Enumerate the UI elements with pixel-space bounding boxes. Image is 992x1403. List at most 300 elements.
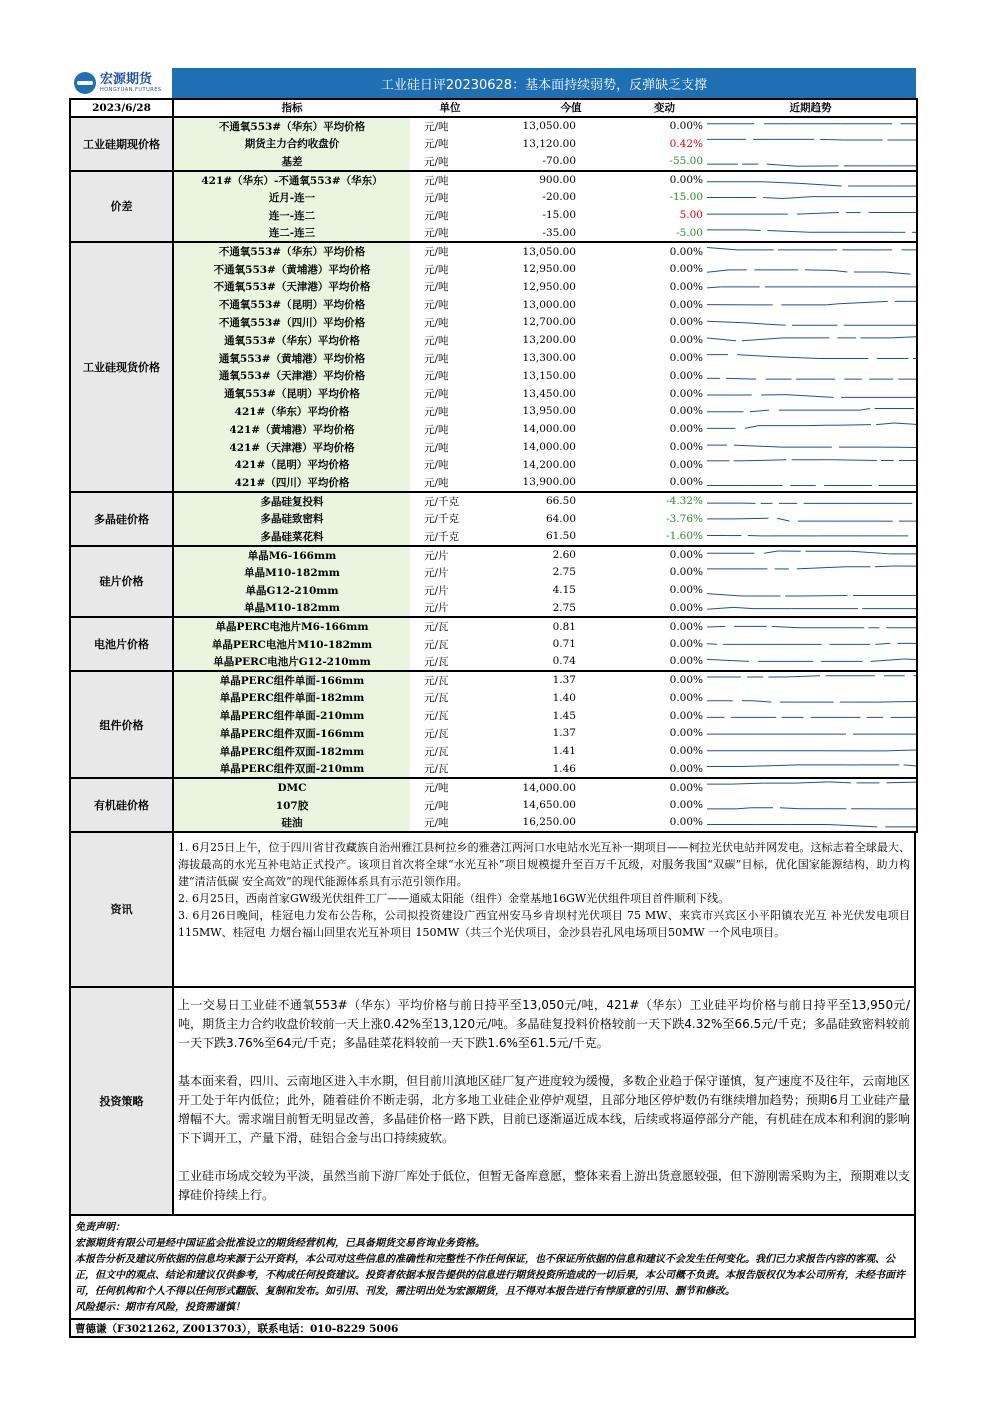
indicator-name: 单晶G12-210mm bbox=[173, 581, 410, 599]
trend-cell bbox=[705, 581, 917, 599]
indicator-name: 单晶PERC组件单面-166mm bbox=[173, 671, 410, 689]
table-row bbox=[70, 117, 917, 135]
change-cell: 0.00% bbox=[669, 727, 703, 740]
col-header-trend: 近期趋势 bbox=[705, 99, 917, 117]
table-row bbox=[70, 492, 917, 510]
report-page bbox=[69, 68, 916, 1338]
risk-warning: 风险提示：期市有风险，投资需谨慎！ bbox=[75, 1301, 245, 1313]
table-row bbox=[70, 689, 917, 707]
trend-cell bbox=[705, 474, 917, 492]
value-cell: 13,900.00 bbox=[490, 474, 624, 492]
value-cell: 1.37 bbox=[552, 674, 576, 687]
trend-cell bbox=[705, 314, 917, 332]
table-row bbox=[70, 189, 917, 207]
trend-sparkline bbox=[705, 243, 917, 260]
value-cell: 1.45 bbox=[552, 709, 576, 722]
trend-cell bbox=[705, 635, 917, 653]
trend-cell bbox=[705, 420, 917, 438]
unit-cell: 元/吨 bbox=[424, 120, 449, 133]
value-cell: 16,250.00 bbox=[490, 814, 624, 832]
trend-sparkline bbox=[705, 261, 917, 278]
col-header-unit: 单位 bbox=[410, 99, 490, 117]
trend-segment bbox=[784, 676, 819, 677]
trend-segment bbox=[744, 460, 786, 461]
indicator-name: 421#（华东）平均价格 bbox=[173, 403, 410, 421]
trend-segment bbox=[750, 410, 769, 412]
table-row bbox=[70, 153, 917, 171]
trend-segment bbox=[762, 181, 800, 183]
indicator-name: 通氧553#（黄埔港）平均价格 bbox=[173, 349, 410, 367]
change-cell: 0.00% bbox=[669, 638, 703, 651]
trend-cell bbox=[705, 278, 917, 296]
trend-sparkline bbox=[705, 135, 917, 152]
trend-sparkline bbox=[705, 653, 917, 670]
indicator-name: 421#（黄埔港）平均价格 bbox=[173, 420, 410, 438]
section-label: 工业硅现货价格 bbox=[70, 242, 173, 492]
trend-sparkline bbox=[705, 474, 917, 491]
trend-segment bbox=[860, 409, 870, 411]
change-cell bbox=[624, 581, 705, 599]
unit-cell bbox=[410, 599, 490, 617]
table-header-row bbox=[70, 99, 917, 117]
trend-sparkline bbox=[705, 456, 917, 473]
value-cell: 0.71 bbox=[552, 638, 576, 651]
trend-sparkline bbox=[705, 172, 917, 189]
indicator-name: 单晶PERC组件双面-182mm bbox=[173, 742, 410, 760]
unit-cell: 元/吨 bbox=[424, 388, 449, 401]
trend-segment bbox=[894, 423, 917, 425]
table-row bbox=[70, 760, 917, 778]
unit-cell: 元/吨 bbox=[424, 405, 449, 418]
trend-sparkline bbox=[705, 385, 917, 402]
value-cell: 12,950.00 bbox=[522, 280, 576, 293]
value-cell: 2.60 bbox=[552, 549, 576, 562]
change-cell: -4.32% bbox=[666, 495, 703, 508]
news-item: 2. 6月25日，西南首家GW级光伏组件工厂——通威太阳能（组件）金堂基地16GW光伏组件项目首件顺利下线。 bbox=[178, 891, 730, 905]
indicator-name: 单晶M10-182mm bbox=[173, 564, 410, 582]
value-cell: 14,000.00 bbox=[522, 423, 576, 436]
unit-cell: 元/吨 bbox=[424, 459, 449, 472]
value-cell: 4.15 bbox=[552, 584, 576, 597]
trend-sparkline bbox=[705, 189, 917, 206]
table-row bbox=[70, 260, 917, 278]
disclaimer-title: 免责声明： bbox=[75, 1221, 125, 1233]
indicator-name: 单晶PERC电池片M6-166mm bbox=[173, 617, 410, 635]
trend-segment bbox=[795, 782, 829, 783]
indicator-name: 421#（华东）-不通氧553#（华东） bbox=[173, 171, 410, 189]
trend-cell bbox=[705, 367, 917, 385]
strategy-label: 投资策略 bbox=[71, 988, 174, 1214]
disclaimer-line: 本报告分析及建议所依据的信息均来源于公开资料，本公司对这些信息的准确性和完整性不作任何保证，也不保证所依据的信息和建议不会发生任何变化。我们已力求报告内容的客观、公正，但文中的观点、结论和建议仅供参考，不构成任何投资建议。投资者依据本报告提供的信息进行期货投资所造成的一切后果，本公司概不负责。本报告版权仅为本公司所有，未经书面许可，任何机构和个人不得以任何形式翻版、复制和发布。如引用、刊发，需注明出处为宏源期货，且不得对本报告进行有悖原意的引用、删节和修改。 bbox=[75, 1253, 905, 1297]
unit-cell: 元/吨 bbox=[410, 153, 490, 171]
unit-cell: 元/吨 bbox=[424, 441, 449, 454]
trend-segment bbox=[745, 425, 758, 428]
trend-cell bbox=[705, 796, 917, 814]
trend-sparkline bbox=[705, 636, 917, 653]
trend-segment bbox=[875, 566, 893, 567]
table-row bbox=[70, 385, 917, 403]
change-cell: 0.00% bbox=[669, 674, 703, 687]
table-row bbox=[70, 528, 917, 546]
change-cell: 0.00% bbox=[669, 352, 703, 365]
change-cell bbox=[624, 599, 705, 617]
change-cell: 0.00% bbox=[669, 120, 703, 133]
trend-sparkline bbox=[705, 743, 917, 760]
change-cell: -15.00 bbox=[669, 191, 703, 204]
change-cell: 0.00% bbox=[669, 691, 703, 704]
value-cell: 1.46 bbox=[490, 760, 624, 778]
indicator-name bbox=[173, 599, 410, 617]
trend-sparkline bbox=[705, 439, 917, 456]
unit-cell: 元/吨 bbox=[424, 370, 449, 383]
trend-cell bbox=[705, 260, 917, 278]
trend-cell bbox=[705, 189, 917, 207]
trend-cell bbox=[705, 671, 917, 689]
unit-cell: 元/瓦 bbox=[424, 638, 449, 651]
unit-cell: 元/瓦 bbox=[424, 621, 449, 634]
trend-sparkline bbox=[705, 403, 917, 420]
trend-segment bbox=[707, 338, 736, 341]
trend-cell bbox=[705, 492, 917, 510]
indicator-name: 421#（昆明）平均价格 bbox=[173, 456, 410, 474]
change-cell: -5.00 bbox=[624, 224, 705, 242]
indicator-name: 单晶PERC电池片G12-210mm bbox=[173, 653, 410, 671]
indicator-name: 多晶硅菜花料 bbox=[173, 528, 410, 546]
change-cell: 0.00% bbox=[669, 280, 703, 293]
indicator-name: 通氧553#（华东）平均价格 bbox=[173, 331, 410, 349]
trend-segment bbox=[887, 782, 917, 783]
change-cell: -55.00 bbox=[624, 153, 705, 171]
value-cell: 0.74 bbox=[490, 653, 624, 671]
trend-cell bbox=[705, 564, 917, 582]
indicator-name: 不通氧553#（黄埔港）平均价格 bbox=[173, 260, 410, 278]
trend-sparkline bbox=[705, 314, 917, 331]
trend-cell bbox=[705, 599, 917, 617]
table-row bbox=[70, 707, 917, 725]
value-cell: 13,120.00 bbox=[522, 137, 576, 150]
report-date: 2023/6/28 bbox=[70, 99, 173, 117]
change-cell: 0.00% bbox=[669, 745, 703, 758]
table-row bbox=[70, 403, 917, 421]
table-row bbox=[70, 456, 917, 474]
trend-segment bbox=[829, 782, 851, 783]
indicator-name: 通氧553#（天津港）平均价格 bbox=[173, 367, 410, 385]
change-cell: 0.00% bbox=[624, 474, 705, 492]
value-cell: 13,200.00 bbox=[522, 334, 576, 347]
unit-cell: 元/吨 bbox=[424, 316, 449, 329]
trend-sparkline bbox=[705, 153, 917, 170]
table-row bbox=[70, 617, 917, 635]
trend-segment bbox=[891, 336, 917, 338]
trend-segment bbox=[707, 269, 729, 271]
strategy-paragraph: 上一交易日工业硅不通氧553#（华东）平均价格与前日持平至13,050元/吨，421#（华东）工业硅平均价格与前日持平至13,950元/吨，期货主力合约收盘价较前一天上涨0.42%至13,120元/吨。多晶硅复投料价格较前一天下跌4.32%至66.5元/千克；多晶硅致密料较前一天下跌3.76%至64元/千克；多晶硅菜花料较前一天下跌1.6%至61.5元/千克。 bbox=[178, 997, 910, 1050]
unit-cell: 元/瓦 bbox=[424, 692, 449, 705]
trend-segment bbox=[750, 765, 798, 766]
unit-cell: 元/吨 bbox=[410, 814, 490, 832]
change-cell: 0.00% bbox=[669, 620, 703, 633]
trend-segment bbox=[826, 304, 838, 305]
indicator-name: 硅油 bbox=[173, 814, 410, 832]
unit-cell: 元/片 bbox=[410, 564, 490, 582]
trend-sparkline bbox=[705, 779, 917, 796]
trend-segment bbox=[839, 302, 888, 304]
indicator-name: 近月-连一 bbox=[173, 189, 410, 207]
trend-sparkline bbox=[705, 367, 917, 384]
trend-segment bbox=[777, 518, 789, 521]
value-cell: 1.37 bbox=[552, 727, 576, 740]
trend-segment bbox=[707, 627, 725, 628]
unit-cell: 元/吨 bbox=[424, 246, 449, 259]
trend-sparkline bbox=[705, 296, 917, 313]
trend-cell bbox=[705, 171, 917, 189]
trend-segment bbox=[707, 593, 742, 595]
value-cell: 900.00 bbox=[539, 174, 576, 187]
trend-segment bbox=[763, 197, 782, 198]
change-cell: 0.00% bbox=[669, 405, 703, 418]
trend-sparkline bbox=[705, 760, 917, 777]
trend-sparkline bbox=[705, 528, 917, 545]
change-cell: 0.00% bbox=[669, 334, 703, 347]
indicator-name: 不通氧553#（华东）平均价格 bbox=[173, 242, 410, 260]
table-row bbox=[70, 438, 917, 456]
trend-cell bbox=[705, 403, 917, 421]
trend-cell bbox=[705, 456, 917, 474]
trend-segment bbox=[886, 272, 911, 274]
trend-segment bbox=[767, 164, 797, 166]
change-cell: 0.00% bbox=[669, 369, 703, 382]
trend-segment bbox=[707, 608, 734, 610]
trend-cell bbox=[705, 206, 917, 224]
unit-cell: 元/吨 bbox=[424, 138, 449, 151]
value-cell: 13,050.00 bbox=[522, 120, 576, 133]
trend-sparkline bbox=[705, 350, 917, 367]
col-header-value: 今值 bbox=[490, 99, 624, 117]
analyst-contact: 曹德谦（F3021262, Z0013703），联系电话：010-8229 5006 bbox=[69, 1320, 916, 1338]
trend-sparkline bbox=[705, 493, 917, 510]
trend-sparkline bbox=[705, 278, 917, 295]
col-header-change: 变动 bbox=[624, 99, 705, 117]
table-row bbox=[70, 742, 917, 760]
section-label: 价差 bbox=[70, 171, 173, 243]
trend-segment bbox=[726, 379, 756, 380]
value-cell: -70.00 bbox=[490, 153, 624, 171]
value-cell: 14,200.00 bbox=[522, 458, 576, 471]
strategy-section bbox=[69, 988, 916, 1216]
trend-segment bbox=[904, 659, 917, 660]
indicator-name: 单晶PERC组件双面-166mm bbox=[173, 725, 410, 743]
indicator-name: 期货主力合约收盘价 bbox=[173, 135, 410, 153]
trend-segment bbox=[786, 395, 834, 398]
table-row bbox=[70, 278, 917, 296]
section-label: 电池片价格 bbox=[70, 617, 173, 671]
change-cell: 0.00% bbox=[669, 298, 703, 311]
trend-segment bbox=[745, 230, 760, 231]
strategy-paragraph: 工业硅市场成交较为平淡，虽然当前下游厂库处于低位，但暂无备库意愿，整体来看上游出货意愿较强，但下游刚需采购为主，预期难以支撑硅价持续上行。 bbox=[178, 1168, 911, 1202]
trend-segment bbox=[734, 608, 754, 609]
company-logo bbox=[69, 68, 172, 98]
table-row bbox=[70, 510, 917, 528]
disclaimer bbox=[69, 1216, 916, 1320]
trend-cell bbox=[705, 653, 917, 671]
trend-segment bbox=[732, 783, 764, 784]
trend-cell bbox=[705, 296, 917, 314]
change-cell: 5.00 bbox=[679, 209, 703, 222]
trend-segment bbox=[887, 749, 917, 750]
value-cell: 0.81 bbox=[552, 620, 576, 633]
logo-icon bbox=[74, 72, 96, 94]
table-row bbox=[70, 206, 917, 224]
change-cell: 0.00% bbox=[669, 316, 703, 329]
trend-segment bbox=[876, 423, 894, 425]
change-cell: 0.00% bbox=[624, 814, 705, 832]
table-row bbox=[70, 814, 917, 832]
trend-cell bbox=[705, 224, 917, 242]
section-label: 组件价格 bbox=[70, 671, 173, 778]
trend-segment bbox=[742, 338, 783, 341]
indicator-name: 单晶PERC组件双面-210mm bbox=[173, 760, 410, 778]
table-row bbox=[70, 599, 917, 617]
change-cell: 0.00% bbox=[669, 263, 703, 276]
trend-segment bbox=[707, 321, 744, 322]
indicator-name: DMC bbox=[173, 778, 410, 796]
trend-cell bbox=[705, 438, 917, 456]
value-cell: 13,300.00 bbox=[522, 352, 576, 365]
value-cell: -20.00 bbox=[542, 191, 576, 204]
news-item: 3. 6月26日晚间，桂冠电力发布公告称，公司拟投资建设广西宜州安马乡肯坝村光伏项目 75 MW、来宾市兴宾区小平阳镇农光互 补光伏发电项目 115MW、桂冠电 力烟台福山回里农光互补项目 150MW（共三个光伏项目，金沙县岩孔风电场项目50MW 一个风电项目。 bbox=[178, 908, 910, 939]
trend-sparkline bbox=[705, 564, 917, 581]
unit-cell: 元/吨 bbox=[424, 334, 449, 347]
indicator-name: 421#（天津港）平均价格 bbox=[173, 438, 410, 456]
report-header bbox=[69, 68, 916, 98]
table-row bbox=[70, 725, 917, 743]
indicator-name: 连一-连二 bbox=[173, 206, 410, 224]
unit-cell: 元/千克 bbox=[410, 528, 490, 546]
unit-cell: 元/瓦 bbox=[424, 745, 449, 758]
unit-cell: 元/吨 bbox=[424, 263, 449, 276]
trend-sparkline bbox=[705, 797, 917, 814]
trend-sparkline bbox=[705, 582, 917, 599]
table-row bbox=[70, 474, 917, 492]
value-cell: 66.50 bbox=[545, 495, 576, 508]
news-item: 1. 6月25日上午，位于四川省甘孜藏族自治州雅江县柯拉乡的雅砻江两河口水电站水光互补一期项目——柯拉光伏电站并网发电。这标志着全球最大、海拔最高的水光互补电站正式投产。该项目首次将全球“水光互补”项目规模提升至百万千瓦级，对服务我国“双碳”目标，优化国家能源结构，助力构建“清洁低碳 安全高效”的现代能源体系具有示范引领作用。 bbox=[178, 840, 910, 888]
change-cell: 0.00% bbox=[669, 781, 703, 794]
change-cell: 0.00% bbox=[669, 387, 703, 400]
indicator-name: 单晶PERC组件单面-210mm bbox=[173, 707, 410, 725]
value-cell: 1.41 bbox=[552, 745, 576, 758]
unit-cell: 元/千克 bbox=[424, 495, 460, 508]
trend-sparkline bbox=[705, 689, 917, 706]
trend-cell bbox=[705, 617, 917, 635]
unit-cell: 元/片 bbox=[424, 584, 449, 597]
unit-cell: 元/吨 bbox=[424, 782, 449, 795]
unit-cell: 元/吨 bbox=[424, 174, 449, 187]
trend-sparkline bbox=[705, 814, 917, 831]
price-table bbox=[69, 98, 918, 833]
value-cell: 13,950.00 bbox=[522, 405, 576, 418]
logo-name-cn: 宏源期货 bbox=[100, 72, 153, 87]
unit-cell: 元/吨 bbox=[410, 474, 490, 492]
indicator-name: 不通氧553#（华东）平均价格 bbox=[173, 117, 410, 135]
indicator-name: 连二-连三 bbox=[173, 224, 410, 242]
trend-segment bbox=[707, 659, 749, 661]
trend-sparkline bbox=[705, 707, 917, 724]
trend-sparkline bbox=[705, 510, 917, 527]
trend-sparkline bbox=[705, 118, 917, 135]
change-cell: 0.00% bbox=[669, 174, 703, 187]
trend-sparkline bbox=[705, 547, 917, 564]
indicator-name: 多晶硅致密料 bbox=[173, 510, 410, 528]
trend-sparkline bbox=[705, 224, 917, 241]
trend-sparkline bbox=[705, 421, 917, 438]
disclaimer-line: 宏源期货有限公司是经中国证监会批准设立的期货经营机构，已具备期货交易咨询业务资格。 bbox=[75, 1237, 485, 1249]
indicator-name: 基差 bbox=[173, 153, 410, 171]
trend-cell bbox=[705, 760, 917, 778]
trend-cell bbox=[705, 510, 917, 528]
unit-cell: 元/吨 bbox=[424, 352, 449, 365]
trend-segment bbox=[875, 643, 890, 644]
table-row bbox=[70, 242, 917, 260]
trend-segment bbox=[707, 643, 717, 644]
trend-segment bbox=[773, 356, 820, 358]
trend-segment bbox=[753, 701, 772, 702]
indicator-name: 421#（四川）平均价格 bbox=[173, 474, 410, 492]
change-cell: 0.00% bbox=[624, 760, 705, 778]
unit-cell: 元/吨 bbox=[424, 799, 449, 812]
trend-sparkline bbox=[705, 672, 917, 689]
strategy-paragraph: 基本面来看，四川、云南地区进入丰水期，但目前川滇地区硅厂复产进度较为缓慢，多数企业趋于保守谨慎，复产速度不及往年，云南地区开工处于年内低位；此外，随着硅价不断走弱，北方多地工业硅企业停炉观望，且部分地区停炉数仍有继续增加趋势；预期6月工业硅产量增幅不大。需求端目前暂无明显改善，多晶硅价格一路下跌，目前已逐渐逼近成本线，后续或将逼停部分产能，有机硅在成本和利润的影响下下调开工，产量下滑，硅铝合金与出口持续疲软。 bbox=[178, 1073, 911, 1145]
unit-cell: 元/吨 bbox=[424, 281, 449, 294]
unit-cell: 元/片 bbox=[424, 549, 449, 562]
logo-name-en: HONGYUAN FUTURES bbox=[100, 87, 162, 93]
trend-segment bbox=[780, 807, 800, 808]
unit-cell: 元/瓦 bbox=[424, 710, 449, 723]
report-title: 工业硅日评20230628：基本面持续弱势，反弹缺乏支撑 bbox=[172, 68, 916, 98]
trend-cell bbox=[705, 349, 917, 367]
change-cell: -3.76% bbox=[666, 512, 703, 525]
trend-segment bbox=[904, 765, 917, 768]
col-header-indicator: 指标 bbox=[173, 99, 410, 117]
trend-segment bbox=[871, 659, 904, 661]
change-cell: -1.60% bbox=[624, 528, 705, 546]
table-row bbox=[70, 564, 917, 582]
news-section bbox=[69, 833, 916, 988]
value-cell: 12,700.00 bbox=[522, 316, 576, 329]
trend-segment bbox=[734, 518, 768, 519]
trend-sparkline bbox=[705, 599, 917, 616]
table-row bbox=[70, 420, 917, 438]
trend-cell bbox=[705, 153, 917, 171]
change-cell: 0.42% bbox=[669, 137, 703, 150]
value-cell: 13,150.00 bbox=[522, 369, 576, 382]
section-label: 多晶硅价格 bbox=[70, 492, 173, 546]
value-cell: 2.75 bbox=[490, 564, 624, 582]
unit-cell: 元/吨 bbox=[424, 191, 449, 204]
trend-sparkline bbox=[705, 207, 917, 224]
trend-segment bbox=[783, 197, 812, 199]
trend-cell bbox=[705, 385, 917, 403]
trend-segment bbox=[851, 551, 890, 554]
indicator-name: 107胶 bbox=[173, 796, 410, 814]
trend-cell bbox=[705, 528, 917, 546]
indicator-name: 单晶PERC组件单面-182mm bbox=[173, 689, 410, 707]
trend-cell bbox=[705, 117, 917, 135]
section-label: 工业硅期现价格 bbox=[70, 117, 173, 171]
value-cell: 1.40 bbox=[552, 691, 576, 704]
table-row bbox=[70, 296, 917, 314]
value-cell: 61.50 bbox=[490, 528, 624, 546]
change-cell: 0.00% bbox=[669, 441, 703, 454]
trend-segment bbox=[744, 323, 785, 325]
